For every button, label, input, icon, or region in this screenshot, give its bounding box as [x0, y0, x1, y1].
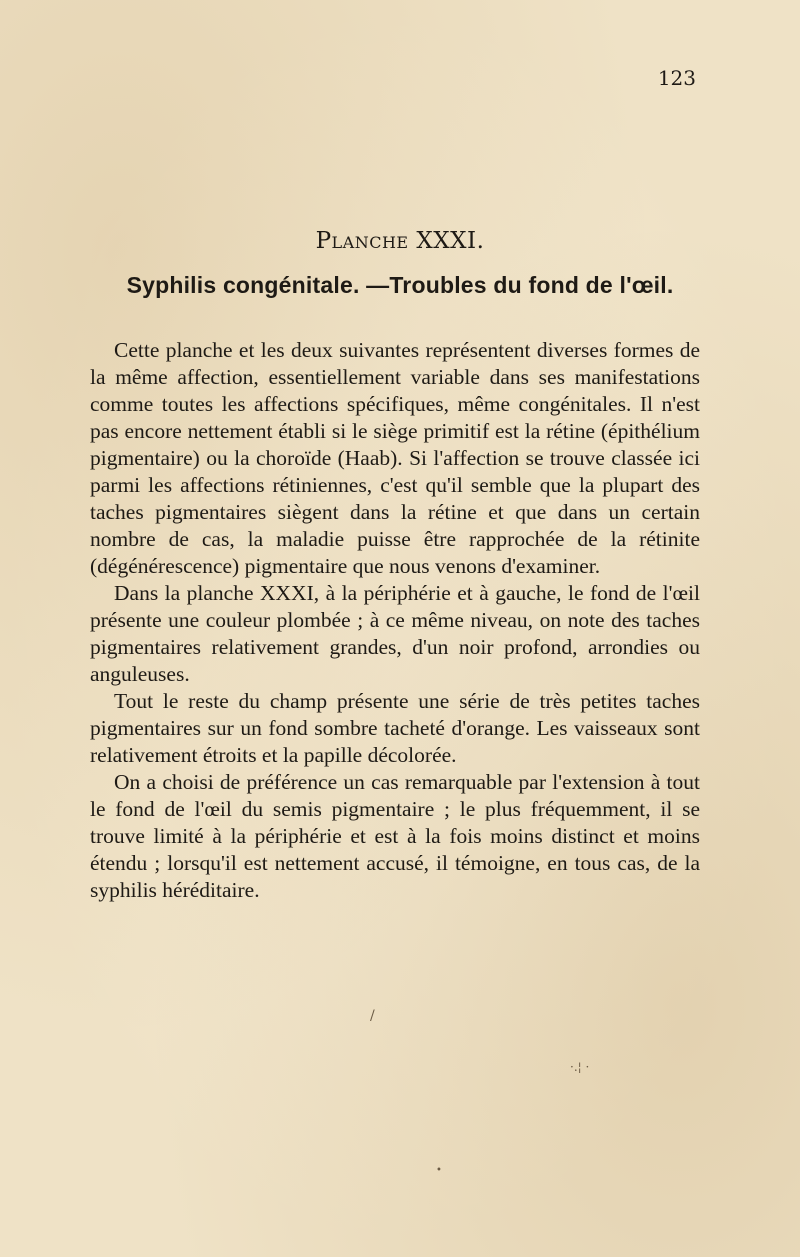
plate-subtitle: Syphilis congénitale. —Troubles du fond de l'œil.	[126, 272, 674, 298]
paragraph: Tout le reste du champ présente une série de très petites taches pigmentaires sur un fond sombre tacheté d'orange. Les vaisseaux sont relativement étroits et la papille décolorée.	[90, 689, 700, 767]
paragraph: On a choisi de préférence un cas remarquable par l'extension à tout le fond de l'œil du semis pigmentaire ; le plus fréquemment, il se trouve limité à la périphérie et est à la fois moins distinct et moins étendu ; lorsqu'il est nettement accusé, il témoigne, en tous cas, de la syphilis héréditaire.	[90, 770, 700, 902]
paper-speck: /	[370, 1008, 375, 1024]
paper-speck: •	[436, 1165, 442, 1176]
paragraph: Cette planche et les deux suivantes représentent diverses formes de la même affection, essentiellement variable dans ses manifestations comme toutes les affections spécifiques, même congénitales. Il n'est pas encore nettement établi si le siège primitif est la rétine (épithélium pigmentaire) ou la choroïde (Haab). Si l'affection se trouve classée ici parmi les affections rétiniennes, c'est qu'il semble que la plupart des taches pigmentaires siègent dans la rétine et que dans un certain nombre de cas, la maladie puisse être rapprochée de la rétinite (dégénérescence) pigmentaire que nous venons d'examiner.	[90, 338, 700, 578]
paper-speck: ·.¦ ·	[570, 1060, 590, 1074]
body-text	[90, 337, 700, 904]
plate-label: Planche	[315, 228, 409, 254]
page-number: 123	[657, 66, 696, 90]
plate-title	[0, 228, 800, 254]
paragraph: Dans la planche XXXI, à la périphérie et à gauche, le fond de l'œil présente une couleur plombée ; à ce même niveau, on note des taches pigmentaires relativement grandes, d'un noir profond, arrondies ou anguleuses.	[90, 581, 700, 686]
plate-number: XXXI.	[416, 228, 485, 254]
